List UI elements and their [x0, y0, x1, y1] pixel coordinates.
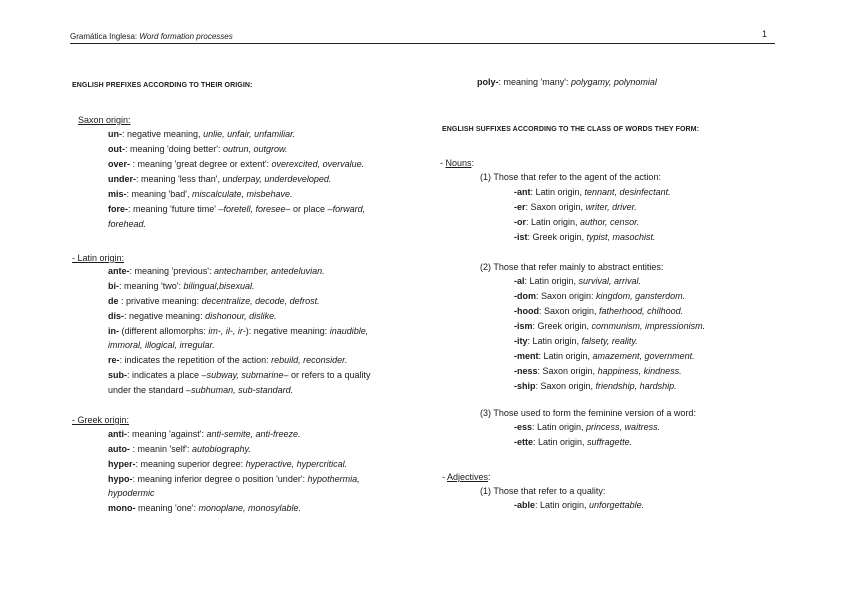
- page-number: 1: [761, 29, 767, 39]
- prefix-item: in- (different allomorphs: im-, il-, ir-): negative meaning: inaudible,: [108, 326, 369, 336]
- prefix-item: ante-: meaning 'previous': antechamber, antedeluvian.: [108, 266, 325, 276]
- suffix-item: -or: Latin origin, author, censor.: [514, 217, 640, 227]
- suffix-item: -ment: Latin origin, amazement, government.: [514, 351, 695, 361]
- prefix-item: over- : meaning 'great degree or extent': overexcited, overvalue.: [108, 159, 365, 169]
- suffix-item: -ess: Latin origin, princess, waitress.: [514, 422, 661, 432]
- latin-prefix-list: [108, 266, 370, 400]
- abstract-suffix-list: [514, 276, 705, 396]
- suffix-item: -ity: Latin origin, falsety, reality.: [514, 336, 638, 346]
- suffix-item: -er: Saxon origin, writer, driver.: [514, 202, 637, 212]
- prefix-item: hyper-: meaning superior degree: hyperactive, hypercritical.: [108, 459, 348, 469]
- prefix-item-continuation: under the standard –subhuman, sub-standard.: [108, 385, 294, 395]
- noun-group-feminine-heading: (3) Those used to form the feminine version of a word:: [480, 408, 696, 418]
- prefix-item: dis-: negative meaning: dishonour, dislike.: [108, 311, 277, 321]
- prefix-item-continuation: hypodermic: [108, 488, 155, 498]
- header-title: Gramática Inglesa: Word formation processes: [70, 32, 233, 41]
- prefix-item-continuation: forehead.: [108, 219, 147, 229]
- suffixes-heading: ENGLISH SUFFIXES ACCORDING TO THE CLASS OF WORDS THEY FORM:: [442, 126, 700, 133]
- suffix-item: -al: Latin origin, survival, arrival.: [514, 276, 642, 286]
- noun-group-agent-heading: (1) Those that refer to the agent of the action:: [480, 172, 661, 182]
- suffix-item: -ist: Greek origin, typist, masochist.: [514, 232, 656, 242]
- feminine-suffix-list: [514, 422, 660, 452]
- prefix-item: mono- meaning 'one': monoplane, monosylable.: [108, 503, 302, 513]
- prefix-item: auto- : meanin 'self': autobiography.: [108, 444, 251, 454]
- suffix-item: -ship: Saxon origin, friendship, hardship.: [514, 381, 677, 391]
- suffix-item: -able: Latin origin, unforgettable.: [514, 500, 645, 510]
- prefix-item: out-: meaning 'doing better': outrun, outgrow.: [108, 144, 288, 154]
- prefixes-heading: ENGLISH PREFIXES ACCORDING TO THEIR ORIGIN:: [72, 82, 253, 89]
- suffix-item: -ant: Latin origin, tennant, desinfectant.: [514, 187, 671, 197]
- prefix-item: un-: negative meaning, unlie, unfair, unfamiliar.: [108, 129, 296, 139]
- greek-heading: - Greek origin:: [72, 415, 130, 425]
- suffix-item: -ism: Greek origin, communism, impressionism.: [514, 321, 706, 331]
- prefix-item: de : privative meaning: decentralize, decode, defrost.: [108, 296, 320, 306]
- greek-prefix-list: [108, 429, 360, 518]
- adjective-group-quality-heading: (1) Those that refer to a quality:: [480, 486, 606, 496]
- prefix-item: hypo-: meaning inferior degree o position 'under': hypothermia,: [108, 474, 360, 484]
- prefix-item: fore-: meaning 'future time' –foretell, foresee– or place –forward,: [108, 204, 366, 214]
- agent-suffix-list: [514, 187, 671, 247]
- prefix-item: bi-: meaning 'two': bilingual,bisexual.: [108, 281, 255, 291]
- prefix-item: anti-: meaning 'against': anti-semite, anti-freeze.: [108, 429, 301, 439]
- saxon-prefix-list: [108, 129, 365, 234]
- prefix-item: under-: meaning 'less than', underpay, underdeveloped.: [108, 174, 332, 184]
- suffix-item: -hood: Saxon origin, fatherhood, chilhood.: [514, 306, 684, 316]
- running-header: [70, 31, 775, 44]
- saxon-heading: Saxon origin:: [78, 115, 131, 125]
- adjectives-heading: - Adjectives:: [442, 472, 491, 482]
- latin-heading: - Latin origin:: [72, 253, 125, 263]
- suffix-item: -ette: Latin origin, suffragette.: [514, 437, 633, 447]
- quality-suffix-list: [514, 500, 644, 515]
- prefix-item-continuation: immoral, illogical, irregular.: [108, 340, 215, 350]
- prefix-item-poly: poly-: meaning 'many': polygamy, polynomial: [477, 77, 657, 87]
- prefix-item: re-: indicates the repetition of the action: rebuild, reconsider.: [108, 355, 348, 365]
- nouns-heading: - Nouns:: [440, 158, 475, 168]
- prefix-item: mis-: meaning 'bad', miscalculate, misbehave.: [108, 189, 293, 199]
- suffix-item: -ness: Saxon origin, happiness, kindness.: [514, 366, 682, 376]
- prefix-item: sub-: indicates a place –subway, submarine– or refers to a quality: [108, 370, 371, 380]
- suffix-item: -dom: Saxon origin: kingdom, gansterdom.: [514, 291, 686, 301]
- noun-group-abstract-heading: (2) Those that refer mainly to abstract entities:: [480, 262, 664, 272]
